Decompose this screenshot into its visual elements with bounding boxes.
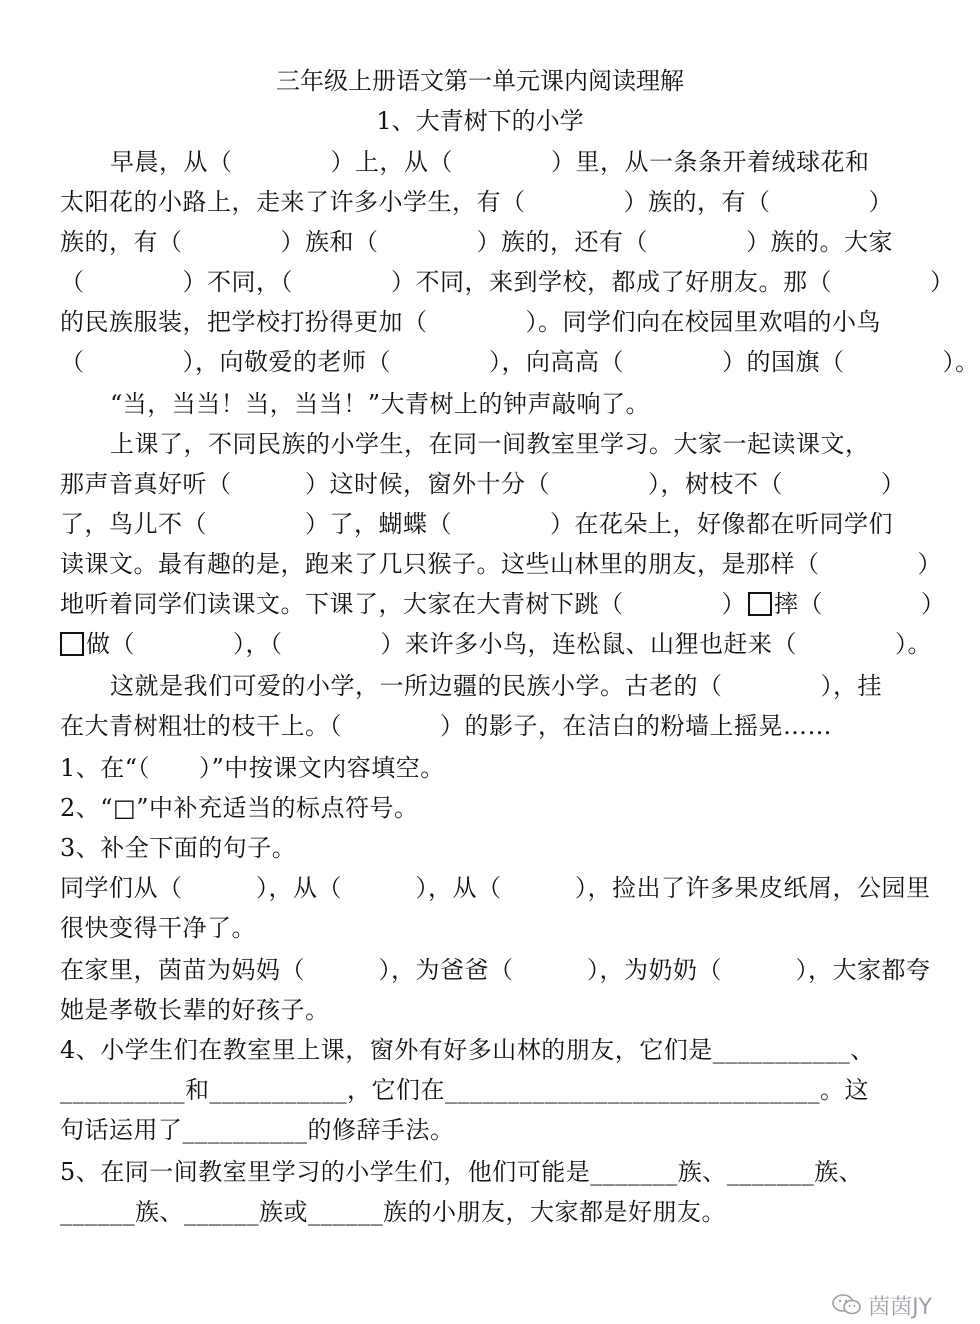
passage-line: （ ），向敬爱的老师（ ），向高高（ ）的国旗（ ）。 <box>60 348 980 376</box>
lesson-title: 1、大青树下的小学 <box>376 107 584 135</box>
page-title: 三年级上册语文第一单元课内阅读理解 <box>276 67 684 95</box>
question-3-sentence: 她是孝敬长辈的好孩子。 <box>60 996 330 1024</box>
passage-line <box>60 588 946 620</box>
passage-segment: 做（ ），（ ）来许多小鸟，连松鼠、山狸也赶来（ ）。 <box>86 630 932 658</box>
passage-line: 了，鸟儿不（ ）了，蝴蝶（ ）在花朵上，好像都在听同学们 <box>60 510 893 538</box>
question-2: 2、“□”中补充适当的标点符号。 <box>60 794 419 822</box>
passage-line: 那声音真好听（ ）这时候，窗外十分（ ），树枝不（ ） <box>60 470 906 498</box>
question-5: 5、在同一间教室里学习的小学生们，他们可能是_______族、_______族、 <box>60 1158 864 1186</box>
passage-line: 太阳花的小路上，走来了许多小学生，有（ ）族的，有（ ） <box>60 188 893 216</box>
passage-line: 读课文。最有趣的是，跑来了几只猴子。这些山林里的朋友，是那样（ ） <box>60 550 942 578</box>
passage-line: 族的，有（ ）族和（ ）族的，还有（ ）族的。大家 <box>60 228 893 256</box>
question-3-sentence: 很快变得干净了。 <box>60 914 256 942</box>
watermark <box>832 1290 932 1320</box>
question-4: 句话运用了__________的修辞手法。 <box>60 1116 455 1144</box>
question-3: 3、补全下面的句子。 <box>60 834 297 862</box>
question-1: 1、在“（ ）”中按课文内容填空。 <box>60 754 445 782</box>
punctuation-box <box>748 592 772 616</box>
passage-line: 上课了，不同民族的小学生，在同一间教室里学习。大家一起读课文， <box>110 430 870 458</box>
question-5: ______族、______族或______族的小朋友，大家都是好朋友。 <box>60 1198 726 1226</box>
passage-line: 早晨，从（ ）上，从（ ）里，从一条条开着绒球花和 <box>110 148 870 176</box>
passage-line: 的民族服装，把学校打扮得更加（ ）。同学们向在校园里欢唱的小鸟 <box>60 308 881 336</box>
question-3-sentence: 同学们从（ ），从（ ），从（ ），捡出了许多果皮纸屑，公园里 <box>60 874 931 902</box>
wechat-icon <box>832 1294 862 1316</box>
passage-line <box>60 628 932 660</box>
passage-segment: 地听着同学们读课文。下课了，大家在大青树下跳（ ） <box>60 590 746 618</box>
question-3-sentence: 在家里，茵苗为妈妈（ ），为爸爸（ ），为奶奶（ ），大家都夸 <box>60 956 931 984</box>
watermark-text: 茵茵JY <box>868 1294 932 1320</box>
question-4: __________和___________，它们在______________________________。这 <box>60 1076 869 1104</box>
question-4: 4、小学生们在教室里上课，窗外有好多山林的朋友，它们是___________、 <box>60 1036 875 1064</box>
passage-line: 在大青树粗壮的枝干上。（ ）的影子，在洁白的粉墙上摇晃…… <box>60 712 832 740</box>
passage-segment: 摔（ ） <box>774 590 946 618</box>
passage-line: “当，当当！当，当当！”大青树上的钟声敲响了。 <box>110 390 651 418</box>
passage-line: 这就是我们可爱的小学，一所边疆的民族小学。古老的（ ），挂 <box>110 672 882 700</box>
punctuation-box <box>60 632 84 656</box>
passage-line: （ ）不同，（ ）不同，来到学校，都成了好朋友。那（ ） <box>60 268 955 296</box>
